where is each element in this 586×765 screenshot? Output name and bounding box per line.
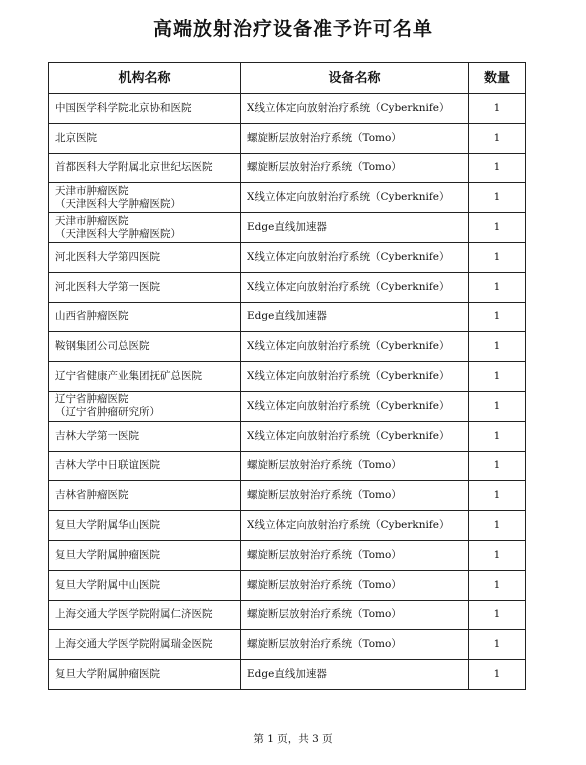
cell-count: 1 (469, 94, 526, 124)
cell-count: 1 (469, 242, 526, 272)
cell-count: 1 (469, 213, 526, 243)
cell-institution: 辽宁省健康产业集团抚矿总医院 (49, 362, 241, 392)
table-row (49, 421, 526, 451)
permit-table (48, 62, 526, 690)
cell-equipment: X线立体定向放射治疗系统（Cyberknife） (241, 391, 469, 421)
cell-equipment: X线立体定向放射治疗系统（Cyberknife） (241, 242, 469, 272)
cell-count: 1 (469, 302, 526, 332)
cell-equipment: X线立体定向放射治疗系统（Cyberknife） (241, 94, 469, 124)
table-row (49, 183, 526, 213)
table-row (49, 511, 526, 541)
cell-count: 1 (469, 570, 526, 600)
cell-count: 1 (469, 540, 526, 570)
table-row (49, 630, 526, 660)
table-row (49, 391, 526, 421)
cell-institution: 上海交通大学医学院附属仁济医院 (49, 600, 241, 630)
table-row (49, 302, 526, 332)
cell-institution: 复旦大学附属肿瘤医院 (49, 660, 241, 690)
table-header-row (49, 63, 526, 94)
cell-institution: 上海交通大学医学院附属瑞金医院 (49, 630, 241, 660)
page-footer: 第 1 页，共 3 页 (253, 733, 333, 745)
cell-count: 1 (469, 272, 526, 302)
table-row (49, 332, 526, 362)
cell-equipment: X线立体定向放射治疗系统（Cyberknife） (241, 332, 469, 362)
cell-institution: 北京医院 (49, 123, 241, 153)
cell-equipment: 螺旋断层放射治疗系统（Tomo） (241, 481, 469, 511)
cell-equipment: 螺旋断层放射治疗系统（Tomo） (241, 451, 469, 481)
cell-institution: 吉林省肿瘤医院 (49, 481, 241, 511)
table-row (49, 481, 526, 511)
table-row (49, 213, 526, 243)
cell-count: 1 (469, 660, 526, 690)
cell-count: 1 (469, 391, 526, 421)
cell-equipment: 螺旋断层放射治疗系统（Tomo） (241, 123, 469, 153)
cell-count: 1 (469, 332, 526, 362)
cell-count: 1 (469, 451, 526, 481)
cell-institution: 吉林大学中日联谊医院 (49, 451, 241, 481)
cell-institution: 中国医学科学院北京协和医院 (49, 94, 241, 124)
header-institution: 机构名称 (49, 63, 241, 94)
cell-institution: 鞍钢集团公司总医院 (49, 332, 241, 362)
table-row (49, 570, 526, 600)
cell-institution: 吉林大学第一医院 (49, 421, 241, 451)
cell-institution: 辽宁省肿瘤医院 （辽宁省肿瘤研究所） (49, 391, 241, 421)
cell-equipment: X线立体定向放射治疗系统（Cyberknife） (241, 183, 469, 213)
cell-institution: 复旦大学附属肿瘤医院 (49, 540, 241, 570)
cell-institution: 山西省肿瘤医院 (49, 302, 241, 332)
cell-equipment: Edge直线加速器 (241, 213, 469, 243)
cell-count: 1 (469, 362, 526, 392)
cell-count: 1 (469, 421, 526, 451)
table-row (49, 153, 526, 183)
cell-equipment: 螺旋断层放射治疗系统（Tomo） (241, 600, 469, 630)
header-equipment: 设备名称 (241, 63, 469, 94)
table-row (49, 362, 526, 392)
cell-equipment: X线立体定向放射治疗系统（Cyberknife） (241, 511, 469, 541)
cell-equipment: Edge直线加速器 (241, 302, 469, 332)
page-title: 高端放射治疗设备准予许可名单 (152, 18, 433, 40)
table-body (49, 94, 526, 690)
cell-equipment: X线立体定向放射治疗系统（Cyberknife） (241, 362, 469, 392)
cell-count: 1 (469, 183, 526, 213)
table-row (49, 94, 526, 124)
cell-equipment: 螺旋断层放射治疗系统（Tomo） (241, 540, 469, 570)
cell-institution: 天津市肿瘤医院 （天津医科大学肿瘤医院） (49, 213, 241, 243)
cell-institution: 河北医科大学第四医院 (49, 242, 241, 272)
table-row (49, 123, 526, 153)
cell-institution: 复旦大学附属华山医院 (49, 511, 241, 541)
cell-institution: 首都医科大学附属北京世纪坛医院 (49, 153, 241, 183)
cell-equipment: X线立体定向放射治疗系统（Cyberknife） (241, 421, 469, 451)
table-row (49, 242, 526, 272)
cell-institution: 天津市肿瘤医院 （天津医科大学肿瘤医院） (49, 183, 241, 213)
cell-equipment: Edge直线加速器 (241, 660, 469, 690)
cell-count: 1 (469, 123, 526, 153)
cell-equipment: 螺旋断层放射治疗系统（Tomo） (241, 630, 469, 660)
table-row (49, 272, 526, 302)
cell-count: 1 (469, 600, 526, 630)
cell-count: 1 (469, 153, 526, 183)
cell-equipment: 螺旋断层放射治疗系统（Tomo） (241, 153, 469, 183)
cell-institution: 河北医科大学第一医院 (49, 272, 241, 302)
cell-equipment: X线立体定向放射治疗系统（Cyberknife） (241, 272, 469, 302)
table-row (49, 660, 526, 690)
cell-count: 1 (469, 630, 526, 660)
table-row (49, 600, 526, 630)
table-row (49, 451, 526, 481)
header-count: 数量 (469, 63, 526, 94)
cell-equipment: 螺旋断层放射治疗系统（Tomo） (241, 570, 469, 600)
cell-count: 1 (469, 511, 526, 541)
cell-count: 1 (469, 481, 526, 511)
cell-institution: 复旦大学附属中山医院 (49, 570, 241, 600)
table-row (49, 540, 526, 570)
